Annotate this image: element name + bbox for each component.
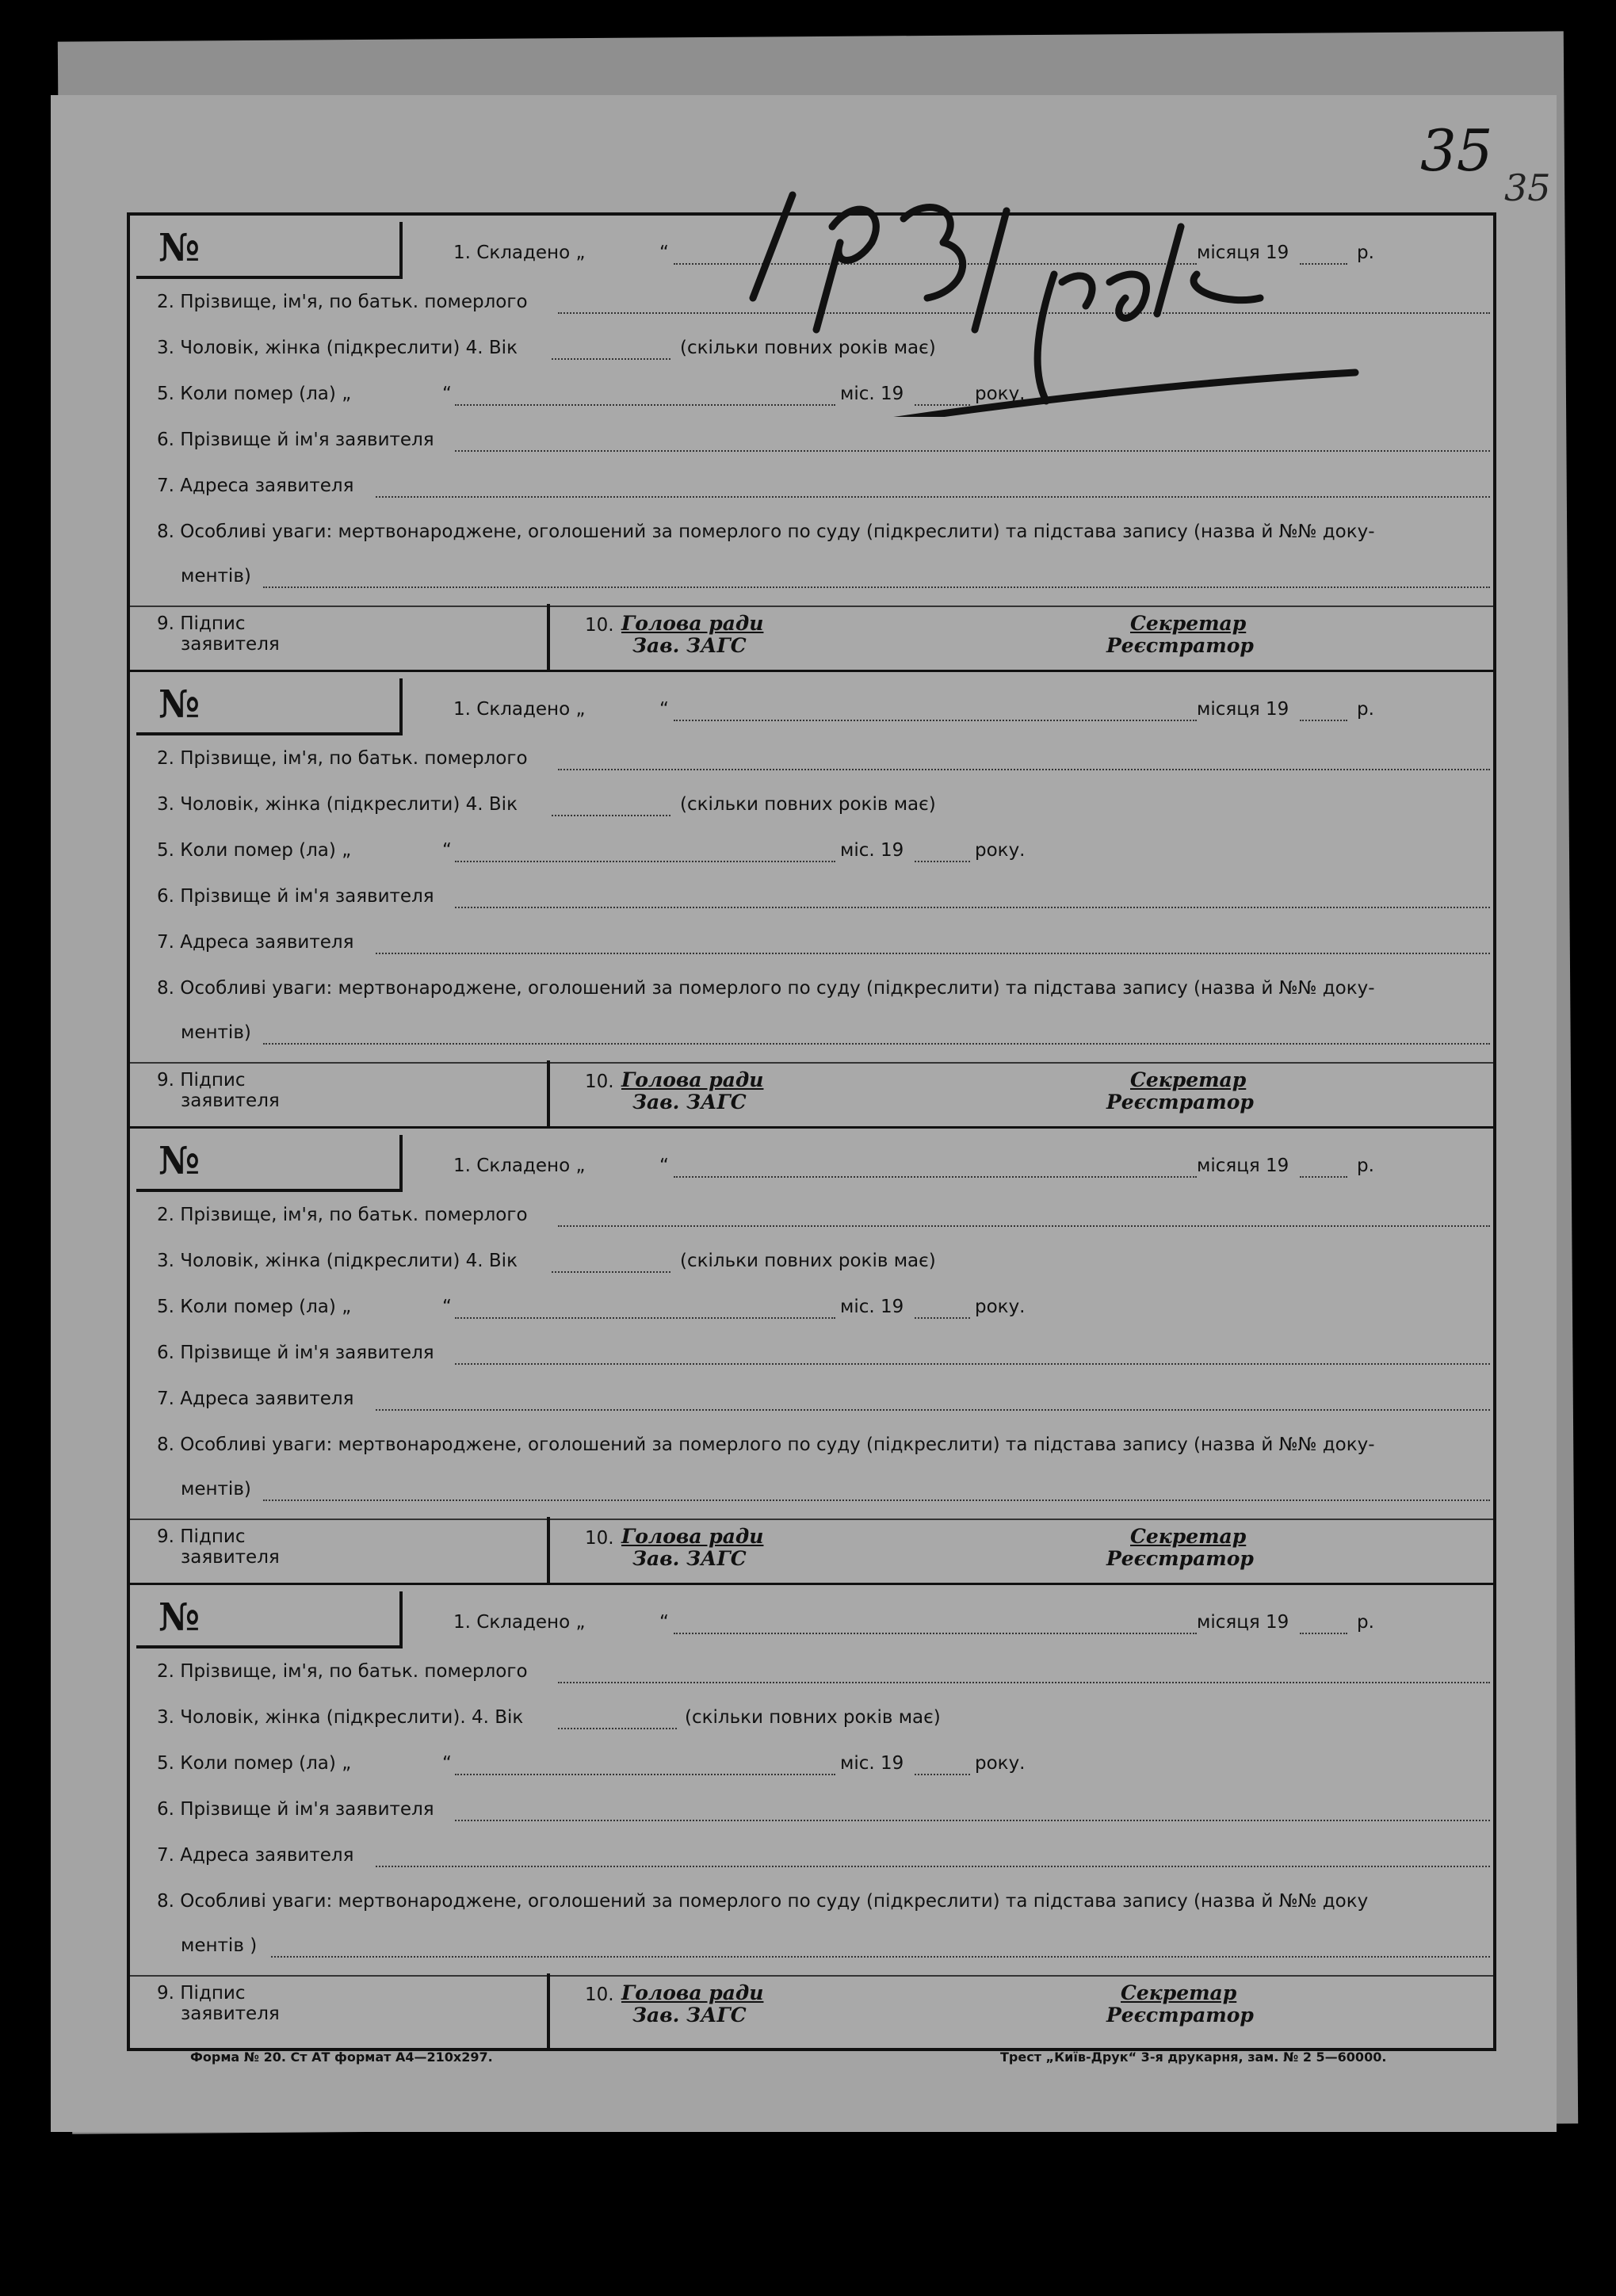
field-signatures-num: 10. — [585, 1528, 614, 1549]
field-death-month: міс. 19 — [840, 384, 904, 404]
field-sex-age: 3. Чоловік, жінка (підкреслити). 4. Вік — [157, 1707, 524, 1728]
field-applicant-address: 7. Адреса заявителя — [157, 1389, 354, 1409]
field-applicant-signature-2: заявителя — [181, 1547, 280, 1568]
field-applicant-signature-2: заявителя — [181, 634, 280, 655]
registry-head-label: Зав. ЗАГС — [632, 1547, 747, 1570]
field-surname-deceased: 2. Прізвище, ім'я, по батьк. померлого — [157, 748, 528, 769]
field-compiled-month: місяця 19 — [1197, 1156, 1289, 1176]
field-signatures-num: 10. — [585, 615, 614, 636]
secretary-label: Секретар — [1130, 1068, 1247, 1091]
record-number-box: № — [136, 1135, 403, 1192]
field-compiled-month: місяця 19 — [1197, 243, 1289, 263]
field-death-date: 5. Коли помер (ла) „ — [157, 840, 352, 861]
field-death-year: року. — [975, 1753, 1026, 1774]
council-head-label: Голова ради — [621, 1525, 764, 1548]
field-compiled-month: місяця 19 — [1197, 1612, 1289, 1633]
field-applicant-signature-2: заявителя — [181, 2004, 280, 2024]
field-compiled-quote: “ — [659, 1612, 669, 1633]
field-death-year: року. — [975, 1297, 1026, 1317]
field-special-notes-cont: ментів) — [181, 1022, 251, 1043]
field-applicant-signature-2: заявителя — [181, 1091, 280, 1111]
field-death-quote: “ — [442, 384, 452, 404]
field-sex-age: 3. Чоловік, жінка (підкреслити) 4. Вік — [157, 1251, 518, 1271]
field-applicant-name: 6. Прізвище й ім'я заявителя — [157, 1799, 434, 1820]
registrar-label: Реєстратор — [1106, 634, 1254, 657]
field-compiled: 1. Складено „ — [453, 1156, 586, 1176]
field-applicant-signature: 9. Підпис — [157, 1526, 246, 1547]
field-death-quote: “ — [442, 1753, 452, 1774]
record-1 — [130, 216, 1493, 672]
field-age-note: (скільки повних років має) — [680, 794, 936, 815]
field-death-date: 5. Коли помер (ла) „ — [157, 1297, 352, 1317]
registry-head-label: Зав. ЗАГС — [632, 1091, 747, 1114]
field-compiled-r: р. — [1357, 699, 1374, 720]
council-head-label: Голова ради — [621, 1068, 764, 1091]
record-4 — [130, 1585, 1493, 2051]
field-compiled-quote: “ — [659, 699, 669, 720]
field-compiled-quote: “ — [659, 1156, 669, 1176]
field-special-notes: 8. Особливі уваги: мертвонароджене, оголошений за померлого по суду (підкреслити) та підстава запису (назва й №№ доку- — [157, 1435, 1375, 1455]
field-compiled-r: р. — [1357, 1156, 1374, 1176]
record-number-box: № — [136, 1591, 403, 1648]
field-compiled: 1. Складено „ — [453, 243, 586, 263]
field-death-year: року. — [975, 840, 1026, 861]
page-number: 35 — [1420, 117, 1493, 184]
field-compiled: 1. Складено „ — [453, 699, 586, 720]
field-sex-age: 3. Чоловік, жінка (підкреслити) 4. Вік — [157, 338, 518, 358]
field-death-date: 5. Коли помер (ла) „ — [157, 384, 352, 404]
field-applicant-name: 6. Прізвище й ім'я заявителя — [157, 1343, 434, 1363]
field-compiled-r: р. — [1357, 243, 1374, 263]
field-applicant-name: 6. Прізвище й ім'я заявителя — [157, 886, 434, 907]
field-age-note: (скільки повних років має) — [680, 338, 936, 358]
council-head-label: Голова ради — [621, 612, 764, 635]
council-head-label: Голова ради — [621, 1981, 764, 2004]
registry-head-label: Зав. ЗАГС — [632, 634, 747, 657]
registrar-label: Реєстратор — [1106, 2004, 1254, 2027]
field-age-note: (скільки повних років має) — [685, 1707, 941, 1728]
field-applicant-signature: 9. Підпис — [157, 613, 246, 634]
field-sex-age: 3. Чоловік, жінка (підкреслити) 4. Вік — [157, 794, 518, 815]
field-applicant-signature: 9. Підпис — [157, 1070, 246, 1091]
field-compiled: 1. Складено „ — [453, 1612, 586, 1633]
field-special-notes: 8. Особливі уваги: мертвонароджене, оголошений за померлого по суду (підкреслити) та підстава запису (назва й №№ доку- — [157, 978, 1375, 999]
field-signatures-num: 10. — [585, 1985, 614, 2005]
field-death-quote: “ — [442, 1297, 452, 1317]
field-surname-deceased: 2. Прізвище, ім'я, по батьк. померлого — [157, 1205, 528, 1225]
secretary-label: Секретар — [1130, 612, 1247, 635]
field-death-month: міс. 19 — [840, 1297, 904, 1317]
field-surname-deceased: 2. Прізвище, ім'я, по батьк. померлого — [157, 1661, 528, 1682]
field-special-notes: 8. Особливі уваги: мертвонароджене, оголошений за померлого по суду (підкреслити) та підстава запису (назва й №№ доку — [157, 1891, 1369, 1912]
field-age-note: (скільки повних років має) — [680, 1251, 936, 1271]
footer-form-code: Форма № 20. Ст АТ формат А4—210х297. — [190, 2050, 493, 2065]
field-applicant-address: 7. Адреса заявителя — [157, 932, 354, 953]
page-number-repeat: 35 — [1504, 166, 1551, 209]
field-special-notes-cont: ментів) — [181, 1479, 251, 1499]
field-signatures-num: 10. — [585, 1072, 614, 1092]
field-special-notes-cont: ментів) — [181, 566, 251, 586]
secretary-label: Секретар — [1130, 1525, 1247, 1548]
record-number-box: № — [136, 222, 403, 279]
footer-printer: Трест „Київ-Друк“ 3-я друкарня, зам. № 2 5—60000. — [1000, 2050, 1387, 2065]
record-3 — [130, 1129, 1493, 1585]
secretary-label: Секретар — [1121, 1981, 1237, 2004]
field-compiled-quote: “ — [659, 243, 669, 263]
field-applicant-name: 6. Прізвище й ім'я заявителя — [157, 430, 434, 450]
field-applicant-address: 7. Адреса заявителя — [157, 1845, 354, 1866]
registrar-label: Реєстратор — [1106, 1091, 1254, 1114]
field-death-month: міс. 19 — [840, 1753, 904, 1774]
registrar-label: Реєстратор — [1106, 1547, 1254, 1570]
field-surname-deceased: 2. Прізвище, ім'я, по батьк. померлого — [157, 292, 528, 312]
field-applicant-signature: 9. Підпис — [157, 1983, 246, 2004]
field-compiled-month: місяця 19 — [1197, 699, 1289, 720]
field-death-date: 5. Коли помер (ла) „ — [157, 1753, 352, 1774]
field-death-year: року. — [975, 384, 1026, 404]
death-register-form — [127, 212, 1496, 2051]
field-death-month: міс. 19 — [840, 840, 904, 861]
record-2 — [130, 672, 1493, 1129]
field-death-quote: “ — [442, 840, 452, 861]
registry-head-label: Зав. ЗАГС — [632, 2004, 747, 2027]
record-number-box: № — [136, 678, 403, 735]
field-applicant-address: 7. Адреса заявителя — [157, 476, 354, 496]
field-special-notes-cont: ментів ) — [181, 1935, 258, 1956]
field-special-notes: 8. Особливі уваги: мертвонароджене, оголошений за померлого по суду (підкреслити) та підстава запису (назва й №№ доку- — [157, 521, 1375, 542]
field-compiled-r: р. — [1357, 1612, 1374, 1633]
